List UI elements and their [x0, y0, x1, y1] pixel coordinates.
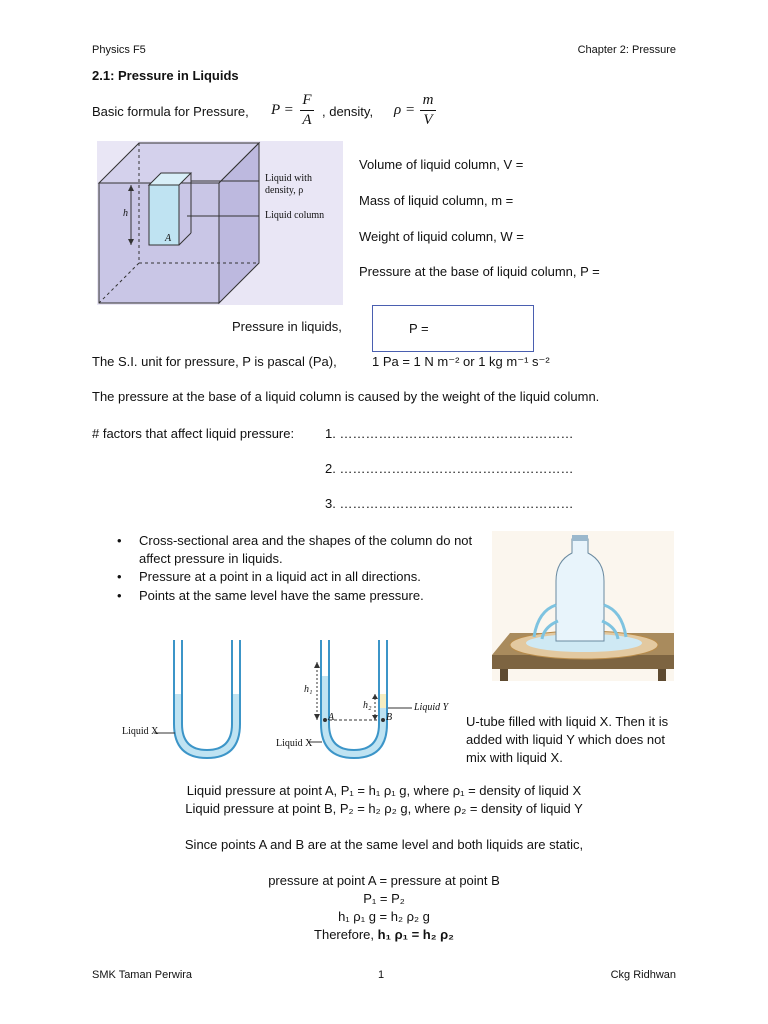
bottle-illustration	[492, 531, 674, 681]
u-tube-figures	[118, 636, 498, 766]
label-liquid-column: Liquid column	[265, 210, 325, 221]
density-symbol: ρ =	[394, 102, 416, 118]
label-liquid-y: Liquid Y	[414, 702, 449, 713]
footer-left: SMK Taman Perwira	[92, 969, 193, 981]
fraction-numerator-f: F	[302, 92, 312, 108]
liquid-column-diagram	[97, 141, 343, 305]
label-point-b: B	[386, 712, 393, 723]
label-h2: h₂	[363, 700, 372, 711]
derivation-line-6: h₁ ρ₁ g = h₂ ρ₂ g	[338, 909, 430, 924]
bullet-item: • Cross-sectional area and the shapes of the column do not affect pressure in liquids.	[139, 532, 484, 568]
derivation-line-1: Liquid pressure at point A, P₁ = h₁ ρ₁ g, where ρ₁ = density of liquid X	[186, 783, 582, 798]
conclusion-result: h₁ ρ₁ = h₂ ρ₂	[377, 927, 454, 942]
label-liquid-with: Liquid with	[265, 173, 312, 184]
label-liquid-x-2: Liquid X	[276, 738, 313, 749]
header-left: Physics F5	[92, 44, 146, 56]
factor-item-1: 1. ………………………………………………	[325, 426, 574, 441]
cause-text: The pressure at the base of a liquid column is caused by the weight of the liquid column.	[92, 389, 600, 404]
factor-item-2: 2. ………………………………………………	[325, 461, 574, 476]
label-density: density, ρ	[265, 185, 304, 196]
bullet-item: • Points at the same level have the same pressure.	[139, 588, 484, 603]
pressure-answer-text: P =	[409, 321, 429, 336]
section-title: 2.1: Pressure in Liquids	[92, 68, 239, 83]
question-weight: Weight of liquid column, W =	[359, 229, 524, 244]
formula-prefix: Basic formula for Pressure,	[92, 104, 249, 119]
label-liquid-x-1: Liquid X	[122, 726, 159, 737]
liquid-column-figure	[97, 141, 343, 305]
pressure-in-liquids-label: Pressure in liquids,	[232, 319, 342, 334]
pressure-answer-box	[372, 305, 534, 352]
label-point-a: A	[328, 712, 335, 723]
derivation-line-4: pressure at point A = pressure at point B	[268, 873, 500, 888]
label-h: h	[123, 208, 128, 219]
u-tube-caption: U-tube filled with liquid X. Then it is added with liquid Y which does not mix with liquid X.	[466, 714, 669, 765]
derivation-line-2: Liquid pressure at point B, P₂ = h₂ ρ₂ g, where ρ₂ = density of liquid Y	[185, 801, 583, 816]
question-volume: Volume of liquid column, V =	[359, 157, 524, 172]
bullet-item: • Pressure at a point in a liquid act in all directions.	[139, 569, 484, 584]
question-mass: Mass of liquid column, m =	[359, 193, 514, 208]
fraction-numerator-m: m	[422, 92, 434, 108]
label-area-a: A	[165, 233, 172, 244]
header-right: Chapter 2: Pressure	[577, 44, 676, 56]
label-h1: h₁	[304, 684, 313, 695]
formula-mid: , density,	[322, 104, 374, 119]
footer-right: Ckg Ridhwan	[610, 969, 676, 981]
factors-prefix: # factors that affect liquid pressure:	[92, 426, 295, 441]
conclusion-prefix: Therefore,	[314, 927, 375, 942]
question-pressure: Pressure at the base of liquid column, P =	[359, 264, 600, 279]
si-unit-text: The S.I. unit for pressure, P is pascal (Pa),	[92, 354, 337, 369]
density-fraction	[420, 92, 436, 129]
si-unit-equation: 1 Pa = 1 N m⁻² or 1 kg m⁻¹ s⁻²	[372, 354, 550, 369]
derivation-line-3: Since points A and B are at the same level and both liquids are static,	[184, 837, 584, 852]
fraction-denominator-v: V	[423, 112, 433, 128]
page-number: 1	[378, 969, 385, 981]
conclusion-line	[0, 927, 768, 942]
fraction-denominator-a: A	[302, 112, 312, 128]
derivation-line-5: P₁ = P₂	[363, 891, 405, 906]
pressure-fraction	[300, 92, 314, 129]
bottle-water-jets-diagram	[492, 531, 674, 681]
factor-item-3: 3. ………………………………………………	[325, 496, 574, 511]
pressure-symbol: P =	[271, 102, 294, 118]
